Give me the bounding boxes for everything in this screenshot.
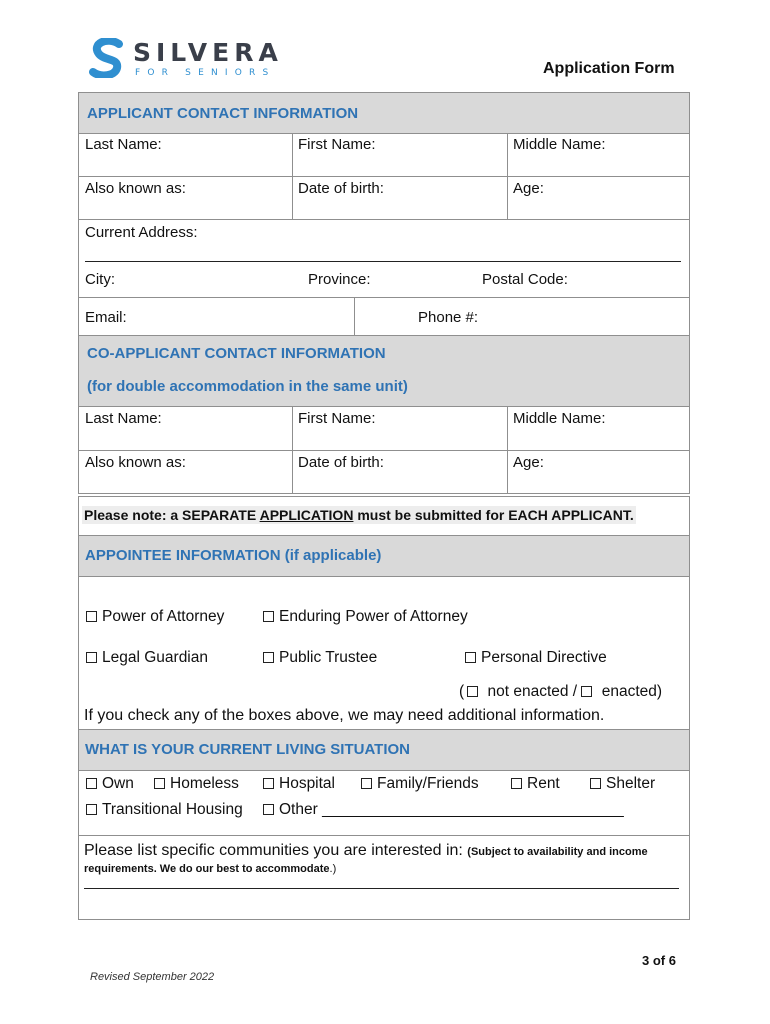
co-applicant-subheader: (for double accommodation in the same unit) xyxy=(87,378,408,395)
form-title: Application Form xyxy=(543,60,675,77)
enacted-options[interactable]: ( not enacted / enacted) xyxy=(459,683,663,700)
not-enacted-checkbox[interactable] xyxy=(467,686,478,697)
communities-prompt: Please list specific communities you are interested in: (Subject to availability and income xyxy=(84,842,648,859)
own-checkbox[interactable]: Own xyxy=(86,775,134,793)
page-number: 3 of 6 xyxy=(642,953,676,968)
applicant-header: APPLICANT CONTACT INFORMATION xyxy=(79,93,689,133)
co-applicant-aka-field[interactable]: Also known as: xyxy=(85,454,186,471)
homeless-checkbox[interactable]: Homeless xyxy=(154,775,239,793)
applicant-phone-field[interactable]: Phone #: xyxy=(418,309,479,326)
applicant-address-field[interactable]: Current Address: xyxy=(85,224,198,241)
shelter-checkbox[interactable]: Shelter xyxy=(590,775,655,793)
enduring-power-of-attorney-checkbox[interactable]: Enduring Power of Attorney xyxy=(263,608,468,626)
applicant-province-field[interactable]: Province: xyxy=(308,271,371,288)
co-applicant-last-name-field[interactable]: Last Name: xyxy=(85,410,162,427)
family-friends-checkbox[interactable]: Family/Friends xyxy=(361,775,479,793)
appointee-section xyxy=(78,496,690,920)
hospital-checkbox[interactable]: Hospital xyxy=(263,775,335,793)
legal-guardian-checkbox[interactable]: Legal Guardian xyxy=(86,649,208,667)
applicant-middle-name-field[interactable]: Middle Name: xyxy=(513,136,606,153)
logo-tagline: FOR SENIORS xyxy=(135,68,276,78)
appointee-header: APPOINTEE INFORMATION (if applicable) xyxy=(79,536,689,576)
applicant-dob-field[interactable]: Date of birth: xyxy=(298,180,384,197)
co-applicant-dob-field[interactable]: Date of birth: xyxy=(298,454,384,471)
personal-directive-checkbox[interactable]: Personal Directive xyxy=(465,649,607,667)
appointee-footnote: If you check any of the boxes above, we may need additional information. xyxy=(84,707,605,724)
power-of-attorney-checkbox[interactable]: Power of Attorney xyxy=(86,608,224,626)
public-trustee-checkbox[interactable]: Public Trustee xyxy=(263,649,377,667)
applicant-first-name-field[interactable]: First Name: xyxy=(298,136,376,153)
applicant-email-field[interactable]: Email: xyxy=(85,309,127,326)
other-checkbox[interactable]: Other ___________________________________ xyxy=(263,801,624,819)
co-applicant-header: CO-APPLICANT CONTACT INFORMATION (for double accommodation in the same unit) xyxy=(79,336,689,406)
applicant-city-field[interactable]: City: xyxy=(85,271,115,288)
silvera-logo xyxy=(89,38,289,80)
revised-date: Revised September 2022 xyxy=(90,971,215,983)
living-situation-header: WHAT IS YOUR CURRENT LIVING SITUATION xyxy=(79,730,689,770)
applicant-aka-field[interactable]: Also known as: xyxy=(85,180,186,197)
logo-name: SILVERA xyxy=(133,38,283,67)
transitional-housing-checkbox[interactable]: Transitional Housing xyxy=(86,801,243,819)
applicant-age-field[interactable]: Age: xyxy=(513,180,544,197)
co-applicant-age-field[interactable]: Age: xyxy=(513,454,544,471)
applicant-last-name-field[interactable]: Last Name: xyxy=(85,136,162,153)
silvera-s-icon xyxy=(89,38,127,78)
address-underline xyxy=(85,261,681,262)
rent-checkbox[interactable]: Rent xyxy=(511,775,560,793)
separate-application-note: Please note: a SEPARATE APPLICATION must be submitted for EACH APPLICANT. xyxy=(84,507,634,523)
communities-answer-line[interactable] xyxy=(84,888,679,889)
co-applicant-middle-name-field[interactable]: Middle Name: xyxy=(513,410,606,427)
communities-note: requirements. We do our best to accommodate.) xyxy=(84,863,337,875)
co-applicant-first-name-field[interactable]: First Name: xyxy=(298,410,376,427)
contact-section xyxy=(78,92,690,494)
applicant-postal-field[interactable]: Postal Code: xyxy=(482,271,568,288)
enacted-checkbox[interactable] xyxy=(581,686,592,697)
